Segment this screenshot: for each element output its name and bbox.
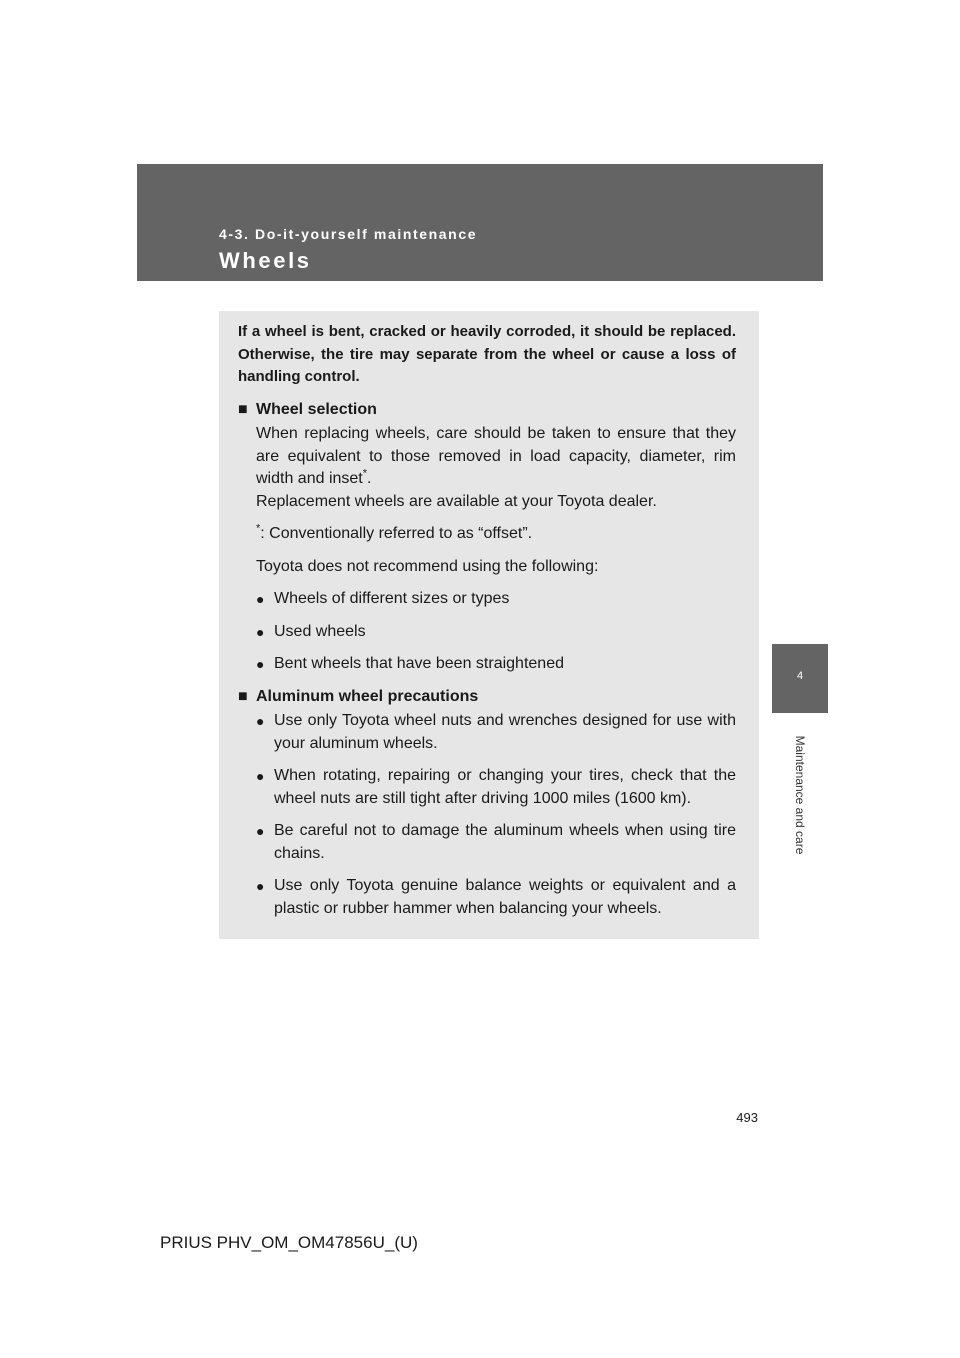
list-item [256, 588, 736, 611]
wheel-selection-dealer-text: Replacement wheels are available at your Toyota dealer. [256, 492, 657, 510]
list-item [256, 875, 736, 920]
list-item [256, 765, 736, 810]
list-item-text: Bent wheels that have been straightened [274, 655, 564, 672]
chapter-label: Maintenance and care [793, 735, 807, 855]
content-inner [238, 321, 736, 920]
bullet-icon: ● [256, 713, 265, 729]
bullet-icon: ● [256, 823, 265, 839]
wheel-selection-heading [238, 399, 736, 422]
list-item [256, 621, 736, 644]
chapter-tab [772, 644, 828, 713]
intro-paragraph: If a wheel is bent, cracked or heavily corroded, it should be replaced. Otherwise, the tire may separate from the wheel or cause a loss of handling control. [238, 323, 736, 385]
footnote [256, 523, 736, 546]
list-item-text: Be careful not to damage the aluminum wheels when using tire chains. [274, 822, 736, 862]
square-marker-icon: ■ [238, 400, 248, 418]
wheel-selection-text-end: . [367, 470, 372, 487]
list-item [256, 653, 736, 676]
bullet-icon: ● [256, 878, 265, 894]
list-item [256, 820, 736, 865]
aluminum-heading [238, 686, 736, 709]
list-item-text: Use only Toyota wheel nuts and wrenches designed for use with your aluminum wheels. [274, 712, 736, 752]
document-code: PRIUS PHV_OM_OM47856U_(U) [160, 1233, 418, 1252]
list-item-text: Use only Toyota genuine balance weights or equivalent and a plastic or rubber hammer when balancing your wheels. [274, 877, 736, 917]
header-band [137, 164, 823, 281]
wheel-selection-text: When replacing wheels, care should be taken to ensure that they are equivalent to those removed in load capacity, diameter, rim width and inset [256, 425, 736, 487]
bullet-icon: ● [256, 591, 265, 607]
footnote-asterisk: * [256, 522, 261, 535]
aluminum-title: Aluminum wheel precautions [256, 687, 479, 705]
list-item-text: Used wheels [274, 622, 366, 640]
bullet-icon: ● [256, 768, 265, 784]
content-box [219, 311, 759, 939]
section-label: 4-3. Do-it-yourself maintenance [219, 226, 478, 242]
wheel-selection-title: Wheel selection [256, 400, 377, 418]
page-title: Wheels [219, 248, 312, 273]
list-item-text: Wheels of different sizes or types [274, 590, 510, 607]
footnote-text: : Conventionally referred to as “offset”. [260, 525, 533, 542]
page-number: 493 [736, 1110, 758, 1125]
asterisk-mark: * [362, 467, 368, 480]
wheel-selection-paragraph [256, 423, 736, 513]
bullet-icon: ● [256, 623, 265, 640]
square-marker-icon: ■ [238, 687, 248, 705]
list-item [256, 710, 736, 755]
not-recommended-lead: Toyota does not recommend using the following: [256, 557, 599, 575]
list-item-text: When rotating, repairing or changing your tires, check that the wheel nuts are still tight after driving 1000 miles (1600 km). [274, 767, 736, 807]
bullet-icon: ● [256, 656, 265, 672]
chapter-number: 4 [796, 670, 804, 682]
